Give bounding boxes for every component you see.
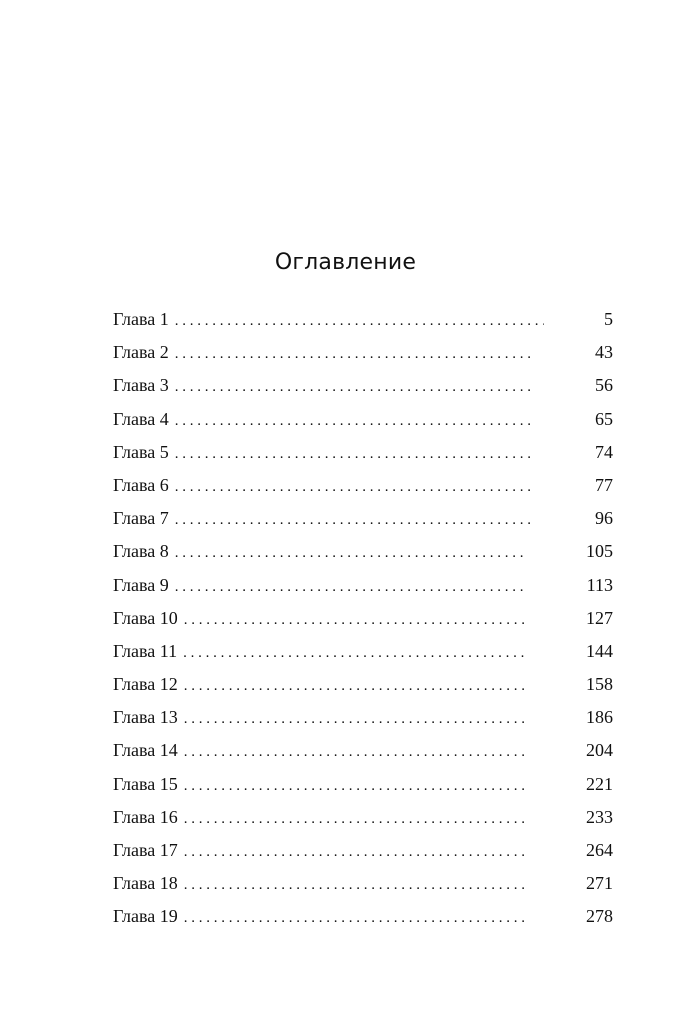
- toc-entry-label: Глава 3: [113, 375, 169, 396]
- dot-leader: [184, 711, 526, 728]
- table-of-contents: [113, 309, 613, 940]
- toc-entry: [113, 575, 613, 608]
- toc-entry: [113, 508, 613, 541]
- toc-entry-page: 221: [586, 773, 613, 794]
- dot-leader: [175, 479, 535, 496]
- toc-entry-page: 65: [595, 408, 613, 429]
- toc-entry-label: Глава 18: [113, 873, 178, 894]
- dot-leader: [175, 545, 526, 562]
- dot-leader: [184, 612, 526, 629]
- toc-entry: [113, 375, 613, 408]
- toc-entry-page: 144: [586, 640, 613, 661]
- toc-entry-page: 113: [586, 574, 613, 595]
- toc-entry-page: 127: [586, 607, 613, 628]
- dot-leader: [175, 579, 527, 596]
- toc-entry: [113, 840, 613, 873]
- toc-entry-label: Глава 16: [113, 806, 178, 827]
- toc-entry: [113, 674, 613, 707]
- page-title: Оглавление: [274, 250, 417, 275]
- toc-entry: [113, 608, 613, 641]
- toc-entry-page: 105: [586, 541, 613, 562]
- toc-entry-page: 278: [586, 906, 613, 927]
- toc-entry-page: 43: [595, 342, 613, 363]
- toc-entry-label: Глава 6: [113, 474, 169, 495]
- dot-leader: [184, 877, 526, 894]
- toc-entry-label: Глава 14: [113, 740, 178, 761]
- toc-entry-page: 74: [595, 441, 613, 462]
- toc-entry: [113, 807, 613, 840]
- dot-leader: [175, 413, 535, 430]
- toc-entry: [113, 740, 613, 773]
- toc-entry-label: Глава 4: [113, 408, 169, 429]
- dot-leader: [184, 744, 526, 761]
- toc-entry-label: Глава 13: [113, 707, 178, 728]
- toc-entry-label: Глава 8: [113, 541, 169, 562]
- toc-entry: [113, 641, 613, 674]
- dot-leader: [184, 844, 526, 861]
- dot-leader: [184, 910, 526, 927]
- toc-entry: [113, 409, 613, 442]
- toc-entry-label: Глава 5: [113, 441, 169, 462]
- toc-entry-page: 233: [586, 806, 613, 827]
- toc-entry-label: Глава 2: [113, 342, 169, 363]
- toc-entry-page: 186: [586, 707, 613, 728]
- toc-entry-page: 158: [586, 674, 613, 695]
- dot-leader: [184, 678, 526, 695]
- toc-entry-page: 204: [586, 740, 613, 761]
- toc-entry: [113, 707, 613, 740]
- toc-entry-label: Глава 9: [113, 574, 169, 595]
- toc-entry-page: 264: [586, 840, 613, 860]
- toc-entry-label: Глава 11: [113, 640, 178, 661]
- toc-entry-label: Глава 7: [113, 508, 169, 529]
- toc-entry: [113, 774, 613, 807]
- toc-entry: [113, 906, 613, 939]
- dot-leader: [183, 645, 526, 662]
- toc-entry-label: Глава 1: [113, 309, 169, 329]
- toc-entry-page: 77: [595, 474, 613, 495]
- dot-leader: [175, 346, 535, 363]
- toc-entry-label: Глава 10: [113, 607, 178, 628]
- toc-entry: [113, 541, 613, 574]
- toc-entry: [113, 442, 613, 475]
- dot-leader: [175, 446, 535, 463]
- dot-leader: [175, 313, 544, 330]
- dot-leader: [184, 778, 526, 795]
- toc-entry-page: 96: [595, 508, 613, 529]
- toc-entry: [113, 475, 613, 508]
- toc-entry-page: 5: [604, 309, 613, 329]
- toc-entry-label: Глава 12: [113, 674, 178, 695]
- toc-entry-page: 271: [586, 873, 613, 894]
- toc-entry: [113, 873, 613, 906]
- toc-entry: [113, 342, 613, 375]
- dot-leader: [175, 379, 535, 396]
- toc-entry-label: Глава 15: [113, 773, 178, 794]
- dot-leader: [175, 512, 535, 529]
- dot-leader: [184, 811, 526, 828]
- toc-entry-label: Глава 17: [113, 840, 178, 860]
- toc-entry-label: Глава 19: [113, 906, 178, 927]
- toc-entry: [113, 309, 613, 342]
- toc-entry-page: 56: [595, 375, 613, 396]
